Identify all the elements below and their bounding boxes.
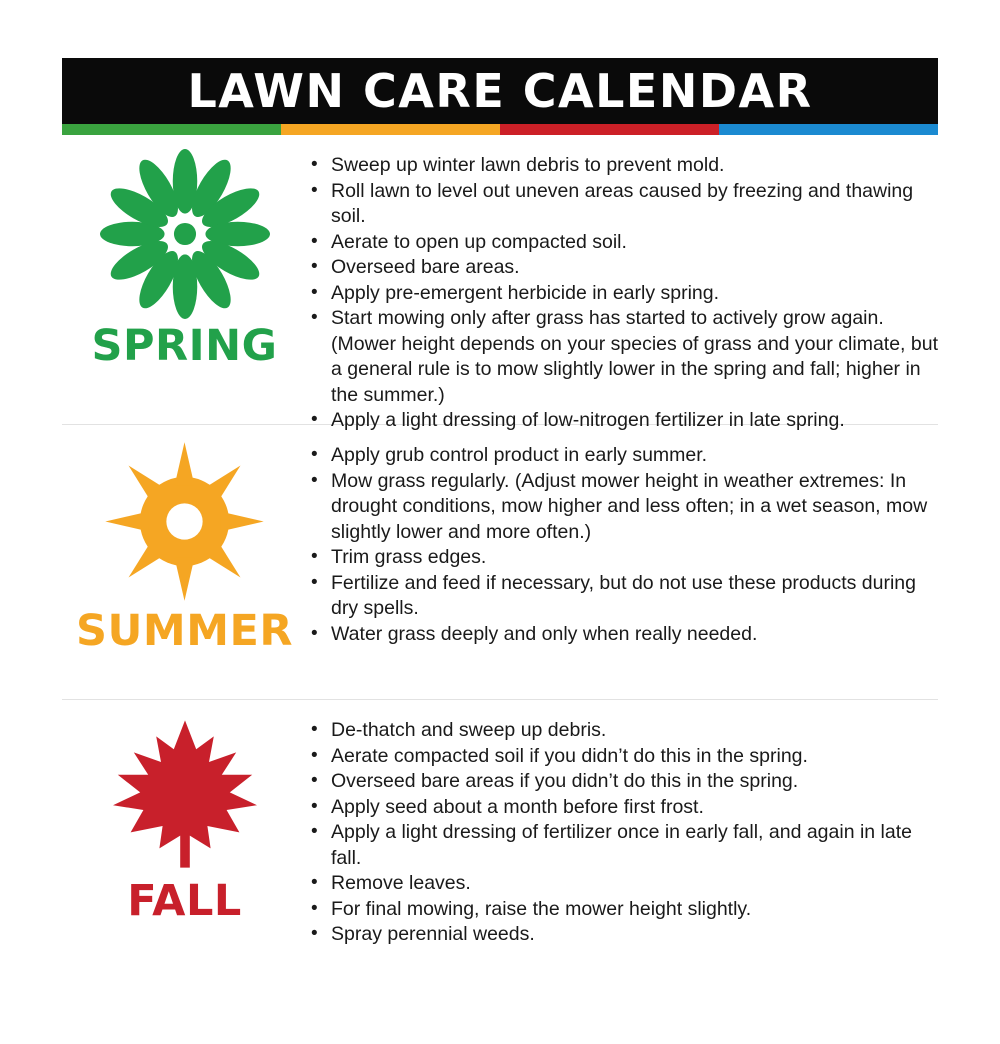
season-sections bbox=[62, 135, 938, 965]
list-item: • De-thatch and sweep up debris. bbox=[307, 718, 938, 744]
list-item: • Apply grub control product in early summer. bbox=[307, 443, 938, 469]
list-item: • Roll lawn to level out uneven areas caused by freezing and thawing soil. bbox=[307, 179, 938, 230]
strip-segment-red bbox=[500, 124, 719, 135]
season-section-spring bbox=[62, 135, 938, 431]
lawn-care-calendar-page bbox=[0, 58, 1000, 1044]
list-item: • For final mowing, raise the mower height slightly. bbox=[307, 897, 938, 923]
season-label-summer: SUMMER bbox=[76, 606, 293, 656]
list-item: • Overseed bare areas if you didn’t do this in the spring. bbox=[307, 769, 938, 795]
color-strip bbox=[62, 124, 938, 135]
page-title: LAWN CARE CALENDAR bbox=[187, 64, 813, 118]
maple-leaf-icon bbox=[105, 714, 265, 874]
fall-icon-column bbox=[62, 714, 307, 926]
list-item: • Trim grass edges. bbox=[307, 545, 938, 571]
list-item: • Mow grass regularly. (Adjust mower height in weather extremes: In drought conditions, mow higher and less often; in a wet season, mow slightly lower and more often.) bbox=[307, 469, 938, 546]
list-item: • Aerate to open up compacted soil. bbox=[307, 230, 938, 256]
spring-task-list bbox=[307, 149, 938, 434]
title-bar bbox=[62, 58, 938, 124]
spring-icon-column bbox=[62, 149, 307, 371]
strip-segment-green bbox=[62, 124, 281, 135]
list-item: • Apply pre-emergent herbicide in early spring. bbox=[307, 281, 938, 307]
header bbox=[62, 58, 938, 135]
list-item: • Apply a light dressing of fertilizer once in early fall, and again in late fall. bbox=[307, 820, 938, 871]
flower-icon bbox=[100, 149, 270, 319]
list-item: • Apply a light dressing of low-nitrogen fertilizer in late spring. bbox=[307, 408, 938, 434]
season-section-summer bbox=[62, 425, 938, 700]
list-item: • Aerate compacted soil if you didn’t do this in the spring. bbox=[307, 744, 938, 770]
season-label-fall: FALL bbox=[127, 876, 242, 926]
list-item: • Apply seed about a month before first frost. bbox=[307, 795, 938, 821]
sun-icon bbox=[102, 439, 267, 604]
list-item: • Overseed bare areas. bbox=[307, 255, 938, 281]
summer-task-list bbox=[307, 439, 938, 647]
list-item: • Start mowing only after grass has started to actively grow again. (Mower height depends on your species of grass and your climate, but a general rule is to mow slightly lower in the spring and fall; higher in the summer.) bbox=[307, 306, 938, 408]
list-item: • Sweep up winter lawn debris to prevent mold. bbox=[307, 153, 938, 179]
strip-segment-blue bbox=[719, 124, 938, 135]
list-item: • Remove leaves. bbox=[307, 871, 938, 897]
list-item: • Water grass deeply and only when really needed. bbox=[307, 622, 938, 648]
list-item: • Fertilize and feed if necessary, but do not use these products during dry spells. bbox=[307, 571, 938, 622]
list-item: • Spray perennial weeds. bbox=[307, 922, 938, 948]
season-label-spring: SPRING bbox=[91, 321, 278, 371]
fall-task-list bbox=[307, 714, 938, 948]
summer-icon-column bbox=[62, 439, 307, 656]
strip-segment-orange bbox=[281, 124, 500, 135]
season-section-fall bbox=[62, 700, 938, 965]
